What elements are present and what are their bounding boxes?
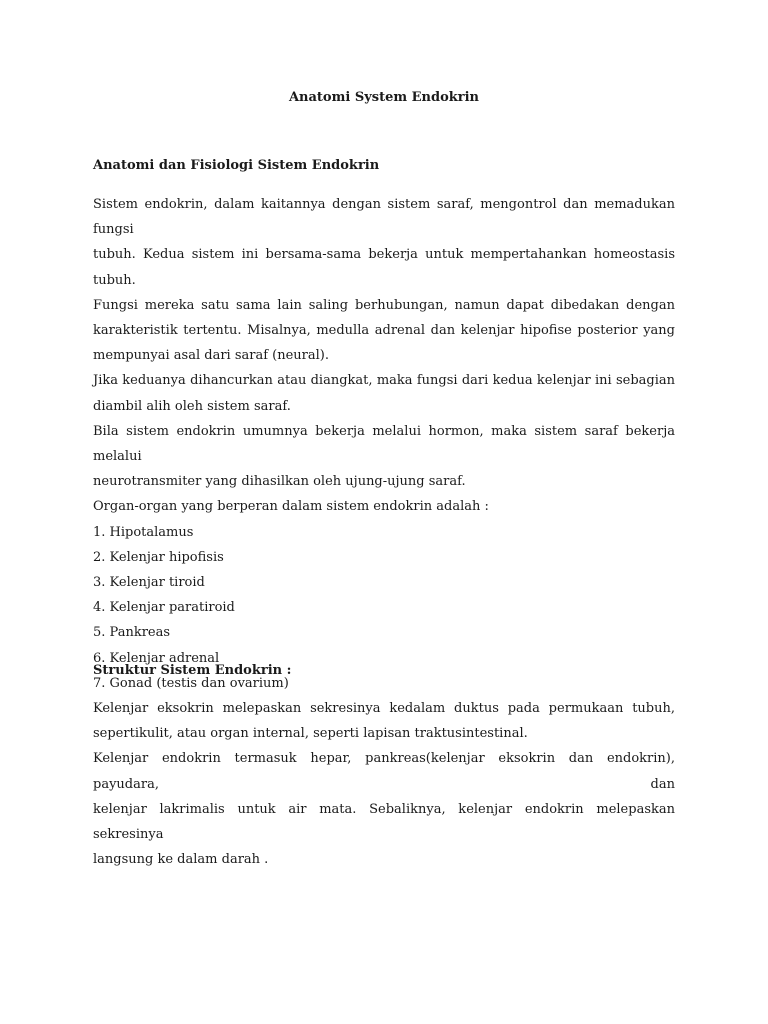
list-item: 6. Kelenjar adrenal bbox=[93, 650, 220, 666]
text-line: Bila sistem endokrin umumnya bekerja melalui hormon, maka sistem saraf bekerja melalui bbox=[93, 423, 675, 465]
text-line: Organ-organ yang berperan dalam sistem endokrin adalah : bbox=[93, 499, 489, 515]
text-line: Sistem endokrin, dalam kaitannya dengan sistem saraf, mengontrol dan memadukan fungsi bbox=[93, 197, 675, 238]
text-line: Kelenjar endokrin termasuk hepar, pankreas(kelenjar eksokrin dan endokrin), payudara, dan bbox=[93, 751, 675, 792]
document-title: Anatomi System Endokrin bbox=[288, 90, 480, 105]
list-item: 4. Kelenjar paratiroid bbox=[93, 600, 235, 616]
text-line: Kelenjar eksokrin melepaskan sekresinya kedalam duktus pada permukaan tubuh, bbox=[93, 701, 675, 716]
section-heading-struktur: Struktur Sistem Endokrin : bbox=[93, 663, 292, 678]
text-line: neurotransmiter yang dihasilkan oleh ujung-ujung saraf. bbox=[93, 474, 466, 490]
section-body-struktur bbox=[93, 696, 675, 872]
section-heading-anatomi-fisiologi: Anatomi dan Fisiologi Sistem Endokrin bbox=[93, 158, 380, 173]
list-item: 5. Pankreas bbox=[93, 625, 171, 641]
section-body-anatomi-fisiologi bbox=[93, 192, 675, 696]
text-line: langsung ke dalam darah . bbox=[93, 852, 269, 868]
list-item: 1. Hipotalamus bbox=[93, 524, 194, 540]
text-line: kelenjar lakrimalis untuk air mata. Sebaliknya, kelenjar endokrin melepaskan sekresinya bbox=[93, 801, 675, 843]
list-item: 7. Gonad (testis dan ovarium) bbox=[93, 675, 289, 691]
list-item: 2. Kelenjar hipofisis bbox=[93, 549, 224, 565]
text-line: Fungsi mereka satu sama lain saling berhubungan, namun dapat dibedakan dengan bbox=[93, 297, 675, 313]
text-line: Jika keduanya dihancurkan atau diangkat, maka fungsi dari kedua kelenjar ini sebagian bbox=[93, 373, 675, 389]
text-line: sepertikulit, atau organ internal, seperti lapisan traktusintestinal. bbox=[93, 726, 528, 742]
text-line: karakteristik tertentu. Misalnya, medulla adrenal dan kelenjar hipofise posterior yang bbox=[93, 323, 675, 339]
text-line: mempunyai asal dari saraf (neural). bbox=[93, 348, 330, 364]
text-line: tubuh. Kedua sistem ini bersama-sama bekerja untuk mempertahankan homeostasis tubuh. bbox=[93, 247, 675, 288]
list-item: 3. Kelenjar tiroid bbox=[93, 575, 205, 591]
text-line: diambil alih oleh sistem saraf. bbox=[93, 398, 291, 414]
